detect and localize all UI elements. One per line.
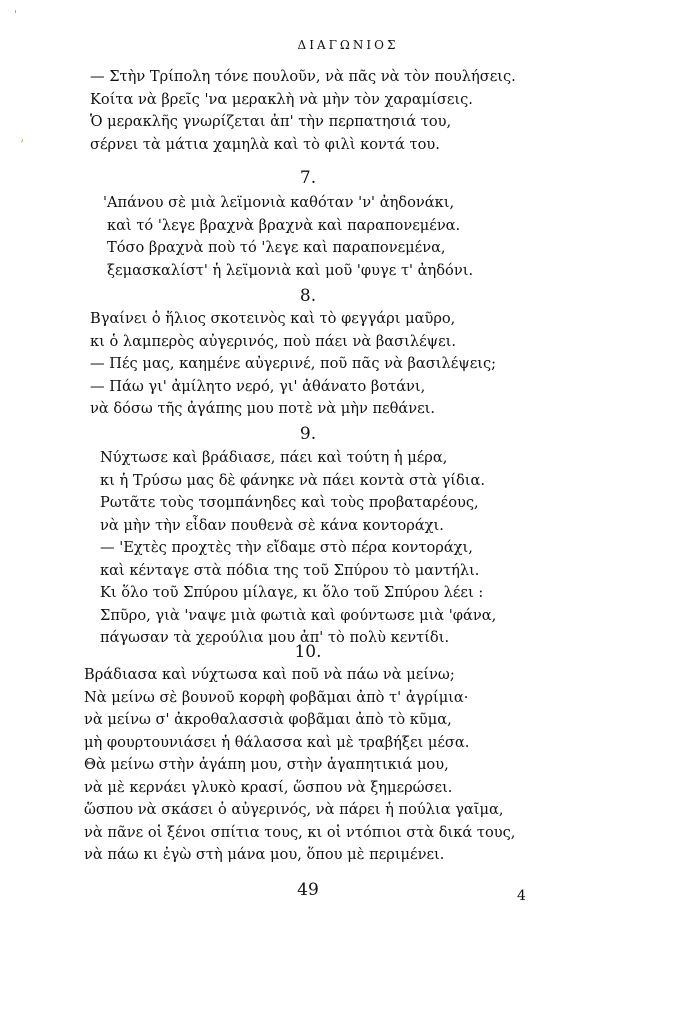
verse-line: νὰ μὴν τὴν εἶδαν πουθενὰ σὲ κάνα κοντοράχι. [100, 516, 444, 534]
section-number: 7. [299, 168, 317, 188]
verse-line: — Πάω γι' ἀμίλητο νερό, γι' ἀθάνατο βοτάνι, [90, 377, 426, 395]
section-number: 10. [294, 642, 322, 662]
verse-line: νὰ μὲ κερνάει γλυκὸ κρασί, ὥσπου νὰ ξημερώσει. [84, 778, 453, 796]
verse-line: 'Απάνου σὲ μιὰ λεϊμονιὰ καθόταν 'ν' ἀηδονάκι, [103, 194, 455, 211]
verse-line: νὰ πᾶνε οἱ ξένοι σπίτια τους, κι οἱ ντόπιοι στὰ δικά τους, [84, 823, 516, 841]
verse-line: Κι ὅλο τοῦ Σπύρου μίλαγε, κι ὅλο τοῦ Σπύρου λέει : [100, 584, 484, 601]
verse-line: ὥσπου νὰ σκάσει ὁ αὐγερινός, νὰ πάρει ἡ πούλια γαῖμα, [84, 801, 504, 818]
verse-line: νὰ δόσω τῆς ἀγάπης μου ποτὲ νὰ μὴν πεθάνει. [90, 400, 436, 417]
margin-tick-mark: ' [14, 8, 18, 21]
verse-line: Σπῦρο, γιὰ 'ναψε μιὰ φωτιὰ καὶ φούντωσε μιὰ 'φάνα, [100, 606, 497, 624]
verse-line: Θὰ μείνω στὴν ἀγάπη μου, στὴν ἀγαπητικιά μου, [84, 756, 449, 773]
running-head: ΔΙΑΓΩΝΙΟΣ [297, 38, 399, 52]
page-number: 49 [297, 880, 319, 900]
verse-line: — Πές μας, καημένε αὐγερινέ, ποῦ πᾶς νὰ βασιλέψεις; [90, 355, 497, 372]
section-number: 8. [299, 286, 317, 306]
verse-line: σέρνει τὰ μάτια χαμηλὰ καὶ τὸ φιλὶ κοντά του. [90, 135, 440, 153]
stanza-9 [100, 447, 496, 650]
verse-line: — Στὴν Τρίπολη τόνε πουλοῦν, νὰ πᾶς νὰ τὸν πουλήσεις. [90, 68, 516, 85]
verse-line: καὶ τό 'λεγε βραχνὰ βραχνὰ καὶ παραπονεμένα. [107, 216, 461, 234]
verse-line: νὰ μείνω σ' ἀκροθαλασσιὰ φοβᾶμαι ἀπὸ τὸ κῦμα, [84, 711, 452, 728]
verse-line: Ὁ μερακλῆς γνωρίζεται ἀπ' τὴν περπατησιά του, [90, 113, 452, 130]
verse-line: νὰ πάω κι ἐγὼ στὴ μάνα μου, ὅπου μὲ περιμένει. [84, 846, 445, 863]
verse-line: πάγωσαν τὰ χερούλια μου ἀπ' τὸ πολὺ κεντίδι. [100, 629, 450, 646]
verse-line: Νὰ μείνω σὲ βουνοῦ κορφὴ φοβᾶμαι ἀπὸ τ' ἀγρίμια· [84, 688, 469, 706]
verse-line: — 'Εχτὲς προχτὲς τὴν εἴδαμε στὸ πέρα κοντοράχι, [100, 539, 473, 556]
verse-line: κι ὁ λαμπερὸς αὐγερινός, ποὺ πάει νὰ βασιλέψει. [90, 332, 457, 350]
verse-line: Τόσο βραχνὰ ποὺ τό 'λεγε καὶ παραπονεμένα, [107, 239, 446, 256]
verse-line: Κοίτα νὰ βρεῖς 'να μερακλὴ νὰ μὴν τὸν χαραμίσεις. [90, 90, 473, 108]
verse-line: Νύχτωσε καὶ βράδιασε, πάει καὶ τούτη ἡ μέρα, [100, 449, 448, 466]
verse-line: ξεμασκαλίστ' ἡ λεϊμονιὰ καὶ μοῦ 'φυγε τ' ἀηδόνι. [107, 261, 474, 279]
verse-line: κι ἡ Τρύσω μας δὲ φάνηκε νὰ πάει κοντὰ στὰ γίδια. [100, 471, 486, 489]
verse-line: Βράδιασα καὶ νύχτωσα καὶ ποῦ νὰ πάω νὰ μείνω; [84, 666, 455, 683]
stanza-continued [90, 66, 516, 156]
verse-line: Βγαίνει ὁ ἥλιος σκοτεινὸς καὶ τὸ φεγγάρι μαῦρο, [90, 310, 456, 327]
stanza-10 [84, 664, 515, 867]
stanza-8 [90, 308, 496, 421]
stanza-7 [103, 192, 473, 282]
section-number: 9. [299, 424, 317, 444]
signature-mark: 4 [517, 888, 526, 904]
verse-line: Ρωτᾶτε τοὺς τσομπάνηδες καὶ τοὺς προβαταρέους, [100, 494, 479, 511]
verse-line: μὴ φουρτουνιάσει ἡ θάλασσα καὶ μὲ τραβήξει μέσα. [84, 733, 470, 751]
margin-ink-mark: ’ [20, 138, 25, 153]
verse-line: καὶ κένταγε στὰ πόδια της τοῦ Σπύρου τὸ μαντήλι. [100, 561, 480, 579]
